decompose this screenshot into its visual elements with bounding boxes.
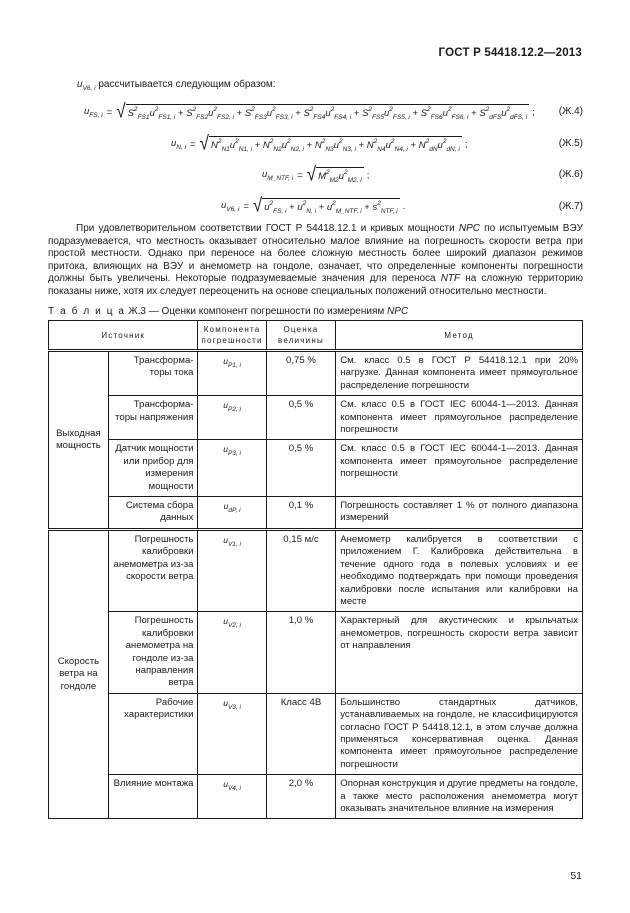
coefficient-subscript: FS1: [137, 114, 150, 121]
coefficient-subscript: M2: [329, 177, 339, 184]
uncertainty-subscript: dFS, i: [510, 114, 528, 121]
uncertainty-symbol: u: [383, 108, 390, 119]
coefficient-symbol: S: [479, 108, 486, 119]
formula-term: [128, 108, 176, 119]
plus-sign: +: [286, 202, 298, 213]
radicand: [316, 167, 364, 184]
equals-sign: =: [297, 170, 303, 181]
estimate-cell: Класс 4В: [266, 693, 336, 774]
uncertainty-subscript: FS6, i: [451, 114, 469, 121]
uncertainty-symbol: u: [149, 108, 155, 119]
table-row: [49, 351, 583, 396]
formula-symbol: u: [84, 106, 90, 117]
exponent: 2: [338, 138, 343, 145]
component-subscript: P2, i: [227, 406, 241, 414]
uncertainty-symbol: u: [266, 108, 273, 119]
formula-term: [327, 202, 362, 213]
formula-lhs: [262, 169, 293, 182]
uncertainty-subscript: N2, i: [290, 146, 304, 153]
uncertainty-subscript: FS1, i: [158, 114, 176, 121]
radicand: [262, 198, 400, 215]
radical-sign: √: [306, 163, 317, 186]
component-symbol: u: [223, 400, 228, 411]
component-symbol: u: [223, 356, 228, 366]
estimate-cell: 0,15 м/с: [266, 529, 336, 611]
formula-term: [211, 140, 252, 151]
column-header-estimate: Оценка величины: [266, 321, 336, 351]
source-cell: Погрешность калибровки анемометра на гондоле из-за направления ветра: [108, 612, 198, 693]
formula-term: [362, 108, 410, 119]
group-label: Скорость ветра на гондоле: [49, 529, 109, 819]
component-subscript: V2, i: [227, 622, 241, 630]
plus-sign: +: [252, 140, 263, 151]
formula-term: [303, 108, 351, 119]
component-symbol: u: [223, 444, 228, 455]
component-subscript: P1, i: [227, 362, 241, 369]
uncertainty-subscript: dN, i: [446, 146, 460, 153]
column-header-component: Компонента погрешности: [198, 321, 266, 351]
formula-term: [479, 108, 527, 119]
method-cell: Анемометр калибруется в соответствии с приложением Г. Калибровка действительна в течение одного года в полевых условиях и ее необходимо подтверждать при помощи проведения калибровки после испытания или калибровки на месте: [336, 529, 583, 611]
exponent: 2: [321, 138, 326, 145]
method-cell: Погрешность составляет 1 % от полного диапазона измерений: [336, 497, 583, 530]
source-cell: Трансформа-торы тока: [108, 351, 198, 396]
plus-sign: +: [316, 202, 327, 213]
uncertainty-subscript: N4, i: [394, 146, 408, 153]
plus-sign: +: [409, 108, 421, 119]
table-row: [49, 440, 583, 497]
exponent: 2: [330, 106, 335, 113]
equals-sign: =: [106, 107, 113, 118]
uncertainty-symbol: u: [385, 140, 391, 151]
coefficient-subscript: FS3: [254, 114, 267, 121]
component-subscript: dP, i: [228, 507, 241, 515]
exponent: 2: [154, 106, 159, 113]
uncertainty-symbol: u: [333, 140, 339, 151]
exponent: 2: [269, 138, 274, 145]
column-header-method: Метод: [336, 321, 583, 351]
formula-symbol: u: [171, 138, 177, 149]
uncertainty-symbol: u: [208, 108, 214, 119]
uncertainty-subscript: FS2, i: [217, 114, 234, 121]
coefficient-symbol: N: [314, 140, 322, 151]
formula-term: [367, 140, 408, 151]
coefficient-subscript: N4: [377, 146, 386, 153]
formula-lhs: [84, 106, 103, 119]
radical-sign: √: [199, 132, 209, 155]
coefficient-subscript: FS6: [430, 114, 443, 121]
component-symbol: u: [223, 697, 228, 708]
group-label: Выходная мощность: [49, 351, 109, 530]
uncertainty-subscript: M2, i: [347, 177, 362, 184]
equals-sign: =: [243, 201, 249, 212]
term-symbol: u: [264, 202, 270, 213]
formula-punctuation: ;: [366, 170, 370, 181]
component-subscript: V3, i: [227, 703, 241, 711]
formula-subscript: M_NTF, i: [267, 175, 294, 182]
exponent: 2: [390, 138, 395, 145]
exponent: 2: [427, 106, 431, 113]
component-subscript: V4, i: [227, 785, 241, 793]
source-cell: Система сбора данных: [108, 497, 198, 530]
standard-header: ГОСТ Р 54418.12.2—2013: [438, 47, 582, 59]
coefficient-subscript: N1: [221, 146, 230, 153]
coefficient-subscript: FS4: [313, 114, 326, 121]
formula-punctuation: ;: [464, 139, 468, 150]
uncertainty-symbol: u: [437, 140, 443, 151]
estimate-cell: 0,5 %: [266, 440, 336, 497]
method-cell: Опорная конструкция и другие предметы на гондоле, а также место расположения анемометра могут оказывать значительное влияние на измерения: [336, 775, 583, 819]
source-cell: Влияние монтажа: [108, 775, 198, 819]
formula-term: [419, 140, 460, 151]
square-root: [199, 132, 462, 155]
coefficient-subscript: N3: [325, 146, 334, 153]
component-symbol: u: [223, 616, 228, 627]
method-cell: Характерный для акустических и крыльчатых анемометров, погрешность скорости ветра зависит от направления: [336, 612, 583, 693]
plus-sign: +: [468, 108, 480, 119]
formula-symbol: u: [221, 200, 227, 211]
formula-symbol: u: [262, 169, 268, 180]
source-cell: Трансформа-торы напряжения: [108, 396, 198, 440]
method-cell: См. класс 0.5 в ГОСТ Р 54418.12.1 при 20% нагрузке. Данная компонента имеет прямоугольное распределение погрешности: [336, 351, 583, 396]
uncertainty-symbol: u: [338, 171, 344, 182]
formula-term: [315, 140, 356, 151]
exponent: 2: [442, 138, 447, 145]
formula-zh6: [262, 163, 370, 186]
plus-sign: +: [175, 108, 187, 119]
coefficient-symbol: N: [366, 140, 374, 151]
formula-zh5: [171, 132, 468, 155]
formula-term: [372, 202, 397, 213]
uncertainty-subscript: FS3, i: [275, 114, 293, 121]
exponent: 2: [217, 138, 222, 145]
exponent: 2: [373, 138, 378, 145]
equation-number: (Ж.6): [558, 169, 583, 180]
page-number: 51: [570, 870, 582, 882]
coefficient-subscript: dFS: [489, 114, 502, 121]
uncertainty-symbol: u: [281, 140, 287, 151]
table-row: [49, 529, 583, 611]
exponent: 2: [269, 200, 274, 207]
uncertainty-symbol: u: [325, 108, 331, 119]
component-symbol: u: [223, 779, 228, 790]
coefficient-symbol: M: [318, 171, 327, 182]
plus-sign: +: [355, 140, 367, 151]
coefficient-symbol: S: [244, 108, 252, 119]
formula-term: [318, 171, 362, 182]
coefficient-symbol: S: [420, 108, 428, 119]
uncertainty-symbol: u: [501, 108, 507, 119]
formula-term: [264, 202, 286, 213]
uncertainty-table: [48, 320, 583, 819]
component-symbol-cell: [198, 440, 266, 497]
estimate-cell: 1,0 %: [266, 612, 336, 693]
exponent: 2: [133, 106, 138, 113]
estimate-cell: 0,1 %: [266, 497, 336, 530]
estimate-cell: 0,5 %: [266, 396, 336, 440]
component-subscript: P3, i: [227, 450, 241, 458]
exponent: 2: [368, 106, 373, 113]
source-cell: Датчик мощности или прибор для измерения мощности: [108, 440, 198, 497]
coefficient-symbol: S: [186, 108, 193, 119]
component-symbol-cell: [198, 351, 266, 396]
component-symbol: u: [223, 534, 228, 545]
source-cell: Погрешность калибровки анемометра из-за скорости ветра: [108, 529, 198, 611]
coefficient-subscript: N2: [273, 146, 282, 153]
method-cell: См. класс 0.5 в ГОСТ IEC 60044-1—2013. Данная компонента имеет прямоугольное распределение погрешности: [336, 396, 583, 440]
exponent: 2: [332, 200, 336, 207]
plus-sign: +: [361, 202, 373, 213]
term-symbol: u: [326, 202, 333, 213]
plus-sign: +: [351, 108, 363, 119]
radical-sign: √: [116, 100, 126, 123]
exponent: 2: [485, 106, 490, 113]
component-symbol-cell: [198, 529, 266, 611]
exponent: 2: [272, 106, 276, 113]
method-cell: Большинство стандартных датчиков, устанавливаемых на гондоле, не классифицируются согласно ГОСТ Р 54418.12.1, в этом случае должна применяться консервативная оценка. Данная компонента имеет прямоугольное распределение погрешности: [336, 693, 583, 774]
component-symbol-cell: [198, 497, 266, 530]
body-paragraph: При удовлетворительном соответствии ГОСТ Р 54418.12.1 и кривых мощности NPC по испытуемым ВЭУ подразумевается, что местность оказывает относительно малое влияние на погрешность скорости ветра при простой местности. Однако при переносе на более сложную местность более широкий диапазон режимов притока, влияющих на ВЭУ и анемометр на гондоле, означает, что определенные компоненты погрешности должны быть увеличены. Некоторые подразумеваемые значения для переноса NTF на сложную территорию показаны ниже, хотя их следует переоценить на основе специальных положений относительно местности.: [48, 223, 583, 297]
estimate-cell: 2,0 %: [266, 775, 336, 819]
equation-number: (Ж.7): [558, 201, 583, 212]
formula-term: [421, 108, 469, 119]
plus-sign: +: [407, 140, 419, 151]
plus-sign: +: [304, 140, 315, 151]
table-row: [49, 396, 583, 440]
coefficient-symbol: N: [262, 140, 270, 151]
exponent: 2: [425, 138, 430, 145]
component-symbol-cell: [198, 396, 266, 440]
formula-subscript: N, i: [176, 144, 187, 151]
exponent: 2: [377, 200, 381, 207]
term-subscript: FS, i: [273, 208, 287, 215]
exponent: 2: [192, 106, 197, 113]
method-cell: См. класс 0.5 в ГОСТ IEC 60044-1—2013. Данная компонента имеет прямоугольное распределение погрешности: [336, 440, 583, 497]
term-subscript: NTF, i: [380, 208, 398, 215]
table-row: [49, 693, 583, 774]
formula-subscript: FS, i: [89, 112, 103, 119]
uncertainty-subscript: FS4, i: [334, 114, 352, 121]
exponent: 2: [389, 106, 393, 113]
term-subscript: M_NTF, i: [335, 208, 362, 215]
column-header-source: Источник: [49, 321, 198, 351]
table-title: Т а б л и ц а Ж.3 — Оценки компонент погрешности по измерениям NPC: [48, 306, 409, 317]
term-symbol: u: [297, 202, 303, 213]
component-symbol: u: [223, 501, 229, 512]
formula-lhs: [171, 138, 186, 151]
formula-punctuation: .: [402, 201, 406, 212]
formula-term: [186, 108, 234, 119]
exponent: 2: [302, 200, 307, 207]
component-symbol-cell: [198, 775, 266, 819]
radicand: [126, 104, 530, 121]
coefficient-subscript: FS2: [196, 114, 209, 121]
equation-number: (Ж.4): [558, 106, 583, 117]
coefficient-symbol: N: [210, 140, 218, 151]
exponent: 2: [506, 106, 511, 113]
component-symbol-cell: [198, 612, 266, 693]
formula-term: [245, 108, 293, 119]
square-root: [116, 100, 529, 123]
square-root: [306, 163, 364, 186]
equals-sign: =: [190, 139, 196, 150]
coefficient-subscript: dN: [429, 146, 438, 153]
exponent: 2: [309, 106, 314, 113]
formula-zh7: [221, 194, 406, 217]
formula-term: [263, 140, 304, 151]
source-cell: Рабочие характеристики: [108, 693, 198, 774]
component-symbol-cell: [198, 693, 266, 774]
exponent: 2: [447, 106, 452, 113]
uncertainty-subscript: N1, i: [238, 146, 253, 153]
exponent: 2: [287, 138, 291, 145]
coefficient-symbol: S: [362, 108, 369, 119]
table-header-row: [49, 321, 583, 351]
formula-subscript: V6, i: [226, 206, 240, 213]
intro-line: $u_{V6, i}$ рассчитывается следующим образом:: [77, 79, 276, 92]
coefficient-symbol: S: [127, 108, 134, 119]
coefficient-symbol: S: [303, 108, 310, 119]
radical-sign: √: [252, 194, 263, 217]
exponent: 2: [213, 106, 218, 113]
table-row: [49, 612, 583, 693]
plus-sign: +: [292, 108, 304, 119]
uncertainty-subscript: FS5, i: [392, 114, 410, 121]
radicand: [209, 136, 462, 153]
table-row: [49, 775, 583, 819]
component-subscript: V1, i: [227, 540, 241, 548]
formula-zh4: [84, 100, 535, 123]
square-root: [252, 194, 400, 217]
uncertainty-subscript: N3, i: [342, 146, 356, 153]
coefficient-subscript: FS5: [372, 114, 384, 121]
exponent: 2: [326, 169, 330, 176]
formula-lhs: [221, 200, 239, 213]
formula-punctuation: ;: [532, 107, 535, 118]
exponent: 2: [251, 106, 255, 113]
coefficient-symbol: N: [418, 140, 426, 151]
table-row: [49, 497, 583, 530]
estimate-cell: 0,75 %: [266, 351, 336, 396]
plus-sign: +: [234, 108, 245, 119]
equation-number: (Ж.5): [558, 138, 583, 149]
term-subscript: N, i: [306, 208, 317, 215]
formula-term: [297, 202, 316, 213]
uncertainty-symbol: u: [229, 140, 236, 151]
uncertainty-symbol: u: [442, 108, 448, 119]
exponent: 2: [235, 138, 239, 145]
term-symbol: s: [372, 202, 378, 213]
exponent: 2: [343, 169, 348, 176]
